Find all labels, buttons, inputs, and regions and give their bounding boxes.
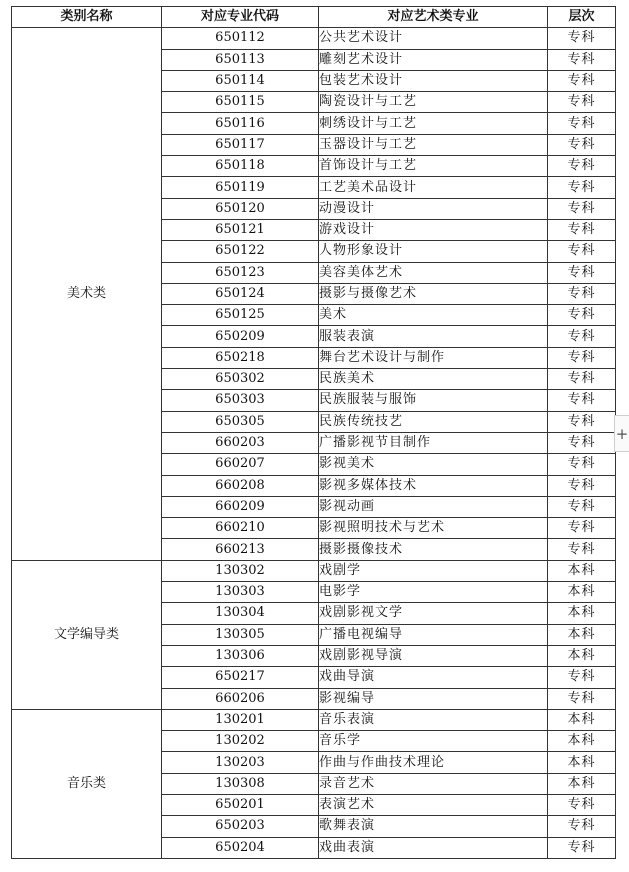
major-name-cell: 动漫设计 (319, 198, 548, 219)
header-major: 对应艺术类专业 (319, 7, 548, 28)
major-name-cell: 音乐表演 (319, 709, 548, 730)
level-cell: 本科 (548, 560, 616, 581)
level-cell: 专科 (548, 326, 616, 347)
major-name-cell: 录音艺术 (319, 773, 548, 794)
level-cell: 专科 (548, 390, 616, 411)
table-row (12, 28, 616, 49)
major-name-cell: 广播电视编导 (319, 624, 548, 645)
major-code-cell: 650114 (162, 70, 319, 91)
major-name-cell: 影视照明技术与艺术 (319, 518, 548, 539)
major-name-cell: 歌舞表演 (319, 816, 548, 837)
level-cell: 本科 (548, 709, 616, 730)
major-code-cell: 130303 (162, 582, 319, 603)
level-cell: 专科 (548, 411, 616, 432)
major-code-cell: 660208 (162, 475, 319, 496)
major-name-cell: 首饰设计与工艺 (319, 156, 548, 177)
level-cell: 专科 (548, 305, 616, 326)
level-cell: 专科 (548, 49, 616, 70)
majors-body (12, 28, 616, 859)
level-cell: 本科 (548, 624, 616, 645)
major-name-cell: 陶瓷设计与工艺 (319, 92, 548, 113)
major-code-cell: 130304 (162, 603, 319, 624)
level-cell: 本科 (548, 731, 616, 752)
major-code-cell: 650303 (162, 390, 319, 411)
major-name-cell: 雕刻艺术设计 (319, 49, 548, 70)
header-category: 类别名称 (12, 7, 162, 28)
major-name-cell: 民族美术 (319, 369, 548, 390)
plus-icon: + (615, 424, 629, 443)
category-cell: 文学编导类 (12, 560, 162, 709)
level-cell: 专科 (548, 454, 616, 475)
major-code-cell: 650204 (162, 837, 319, 858)
major-code-cell: 650209 (162, 326, 319, 347)
major-name-cell: 摄影与摄像艺术 (319, 283, 548, 304)
major-name-cell: 美容美体艺术 (319, 262, 548, 283)
major-code-cell: 660207 (162, 454, 319, 475)
major-code-cell: 650124 (162, 283, 319, 304)
level-cell: 专科 (548, 816, 616, 837)
level-cell: 专科 (548, 92, 616, 113)
major-name-cell: 电影学 (319, 582, 548, 603)
expand-handle[interactable] (614, 415, 629, 452)
major-code-cell: 650113 (162, 49, 319, 70)
major-name-cell: 影视动画 (319, 496, 548, 517)
major-code-cell: 130202 (162, 731, 319, 752)
level-cell: 专科 (548, 794, 616, 815)
major-name-cell: 刺绣设计与工艺 (319, 113, 548, 134)
major-code-cell: 650201 (162, 794, 319, 815)
major-code-cell: 130305 (162, 624, 319, 645)
major-code-cell: 650218 (162, 347, 319, 368)
major-code-cell: 650305 (162, 411, 319, 432)
major-code-cell: 650125 (162, 305, 319, 326)
major-code-cell: 650120 (162, 198, 319, 219)
level-cell: 专科 (548, 198, 616, 219)
level-cell: 专科 (548, 28, 616, 49)
major-name-cell: 戏剧影视导演 (319, 645, 548, 666)
level-cell: 专科 (548, 837, 616, 858)
level-cell: 专科 (548, 539, 616, 560)
major-code-cell: 650122 (162, 241, 319, 262)
level-cell: 专科 (548, 475, 616, 496)
level-cell: 专科 (548, 241, 616, 262)
major-code-cell: 650119 (162, 177, 319, 198)
major-name-cell: 美术 (319, 305, 548, 326)
level-cell: 专科 (548, 432, 616, 453)
level-cell: 专科 (548, 283, 616, 304)
level-cell: 专科 (548, 688, 616, 709)
major-code-cell: 650112 (162, 28, 319, 49)
major-code-cell: 650123 (162, 262, 319, 283)
major-name-cell: 民族服装与服饰 (319, 390, 548, 411)
major-name-cell: 摄影摄像技术 (319, 539, 548, 560)
major-code-cell: 650118 (162, 156, 319, 177)
major-name-cell: 公共艺术设计 (319, 28, 548, 49)
major-name-cell: 影视多媒体技术 (319, 475, 548, 496)
major-name-cell: 戏曲表演 (319, 837, 548, 858)
level-cell: 专科 (548, 113, 616, 134)
level-cell: 专科 (548, 667, 616, 688)
major-name-cell: 游戏设计 (319, 219, 548, 240)
major-name-cell: 广播影视节目制作 (319, 432, 548, 453)
major-name-cell: 影视编导 (319, 688, 548, 709)
major-code-cell: 660210 (162, 518, 319, 539)
major-code-cell: 650115 (162, 92, 319, 113)
major-name-cell: 表演艺术 (319, 794, 548, 815)
header-level: 层次 (548, 7, 616, 28)
major-code-cell: 660203 (162, 432, 319, 453)
major-code-cell: 660213 (162, 539, 319, 560)
header-row (12, 7, 616, 28)
major-code-cell: 650217 (162, 667, 319, 688)
level-cell: 专科 (548, 134, 616, 155)
major-code-cell: 130306 (162, 645, 319, 666)
level-cell: 专科 (548, 369, 616, 390)
level-cell: 本科 (548, 645, 616, 666)
majors-table (11, 6, 616, 859)
major-name-cell: 服装表演 (319, 326, 548, 347)
major-code-cell: 660206 (162, 688, 319, 709)
major-code-cell: 650117 (162, 134, 319, 155)
level-cell: 专科 (548, 70, 616, 91)
level-cell: 专科 (548, 496, 616, 517)
level-cell: 专科 (548, 177, 616, 198)
major-code-cell: 130308 (162, 773, 319, 794)
major-name-cell: 作曲与作曲技术理论 (319, 752, 548, 773)
major-name-cell: 影视美术 (319, 454, 548, 475)
category-cell: 美术类 (12, 28, 162, 560)
major-name-cell: 民族传统技艺 (319, 411, 548, 432)
major-name-cell: 戏剧影视文学 (319, 603, 548, 624)
major-code-cell: 130203 (162, 752, 319, 773)
major-name-cell: 戏曲导演 (319, 667, 548, 688)
major-name-cell: 戏剧学 (319, 560, 548, 581)
major-code-cell: 660209 (162, 496, 319, 517)
level-cell: 本科 (548, 603, 616, 624)
major-code-cell: 650302 (162, 369, 319, 390)
level-cell: 专科 (548, 219, 616, 240)
header-code: 对应专业代码 (162, 7, 319, 28)
major-code-cell: 130302 (162, 560, 319, 581)
level-cell: 专科 (548, 262, 616, 283)
table-row (12, 709, 616, 730)
major-name-cell: 工艺美术品设计 (319, 177, 548, 198)
level-cell: 专科 (548, 518, 616, 539)
level-cell: 专科 (548, 347, 616, 368)
major-name-cell: 舞台艺术设计与制作 (319, 347, 548, 368)
major-code-cell: 130201 (162, 709, 319, 730)
major-code-cell: 650121 (162, 219, 319, 240)
table-row (12, 560, 616, 581)
major-name-cell: 音乐学 (319, 731, 548, 752)
major-name-cell: 人物形象设计 (319, 241, 548, 262)
level-cell: 本科 (548, 752, 616, 773)
major-name-cell: 玉器设计与工艺 (319, 134, 548, 155)
major-name-cell: 包装艺术设计 (319, 70, 548, 91)
category-cell: 音乐类 (12, 709, 162, 858)
level-cell: 专科 (548, 156, 616, 177)
major-code-cell: 650203 (162, 816, 319, 837)
level-cell: 本科 (548, 582, 616, 603)
major-code-cell: 650116 (162, 113, 319, 134)
level-cell: 本科 (548, 773, 616, 794)
